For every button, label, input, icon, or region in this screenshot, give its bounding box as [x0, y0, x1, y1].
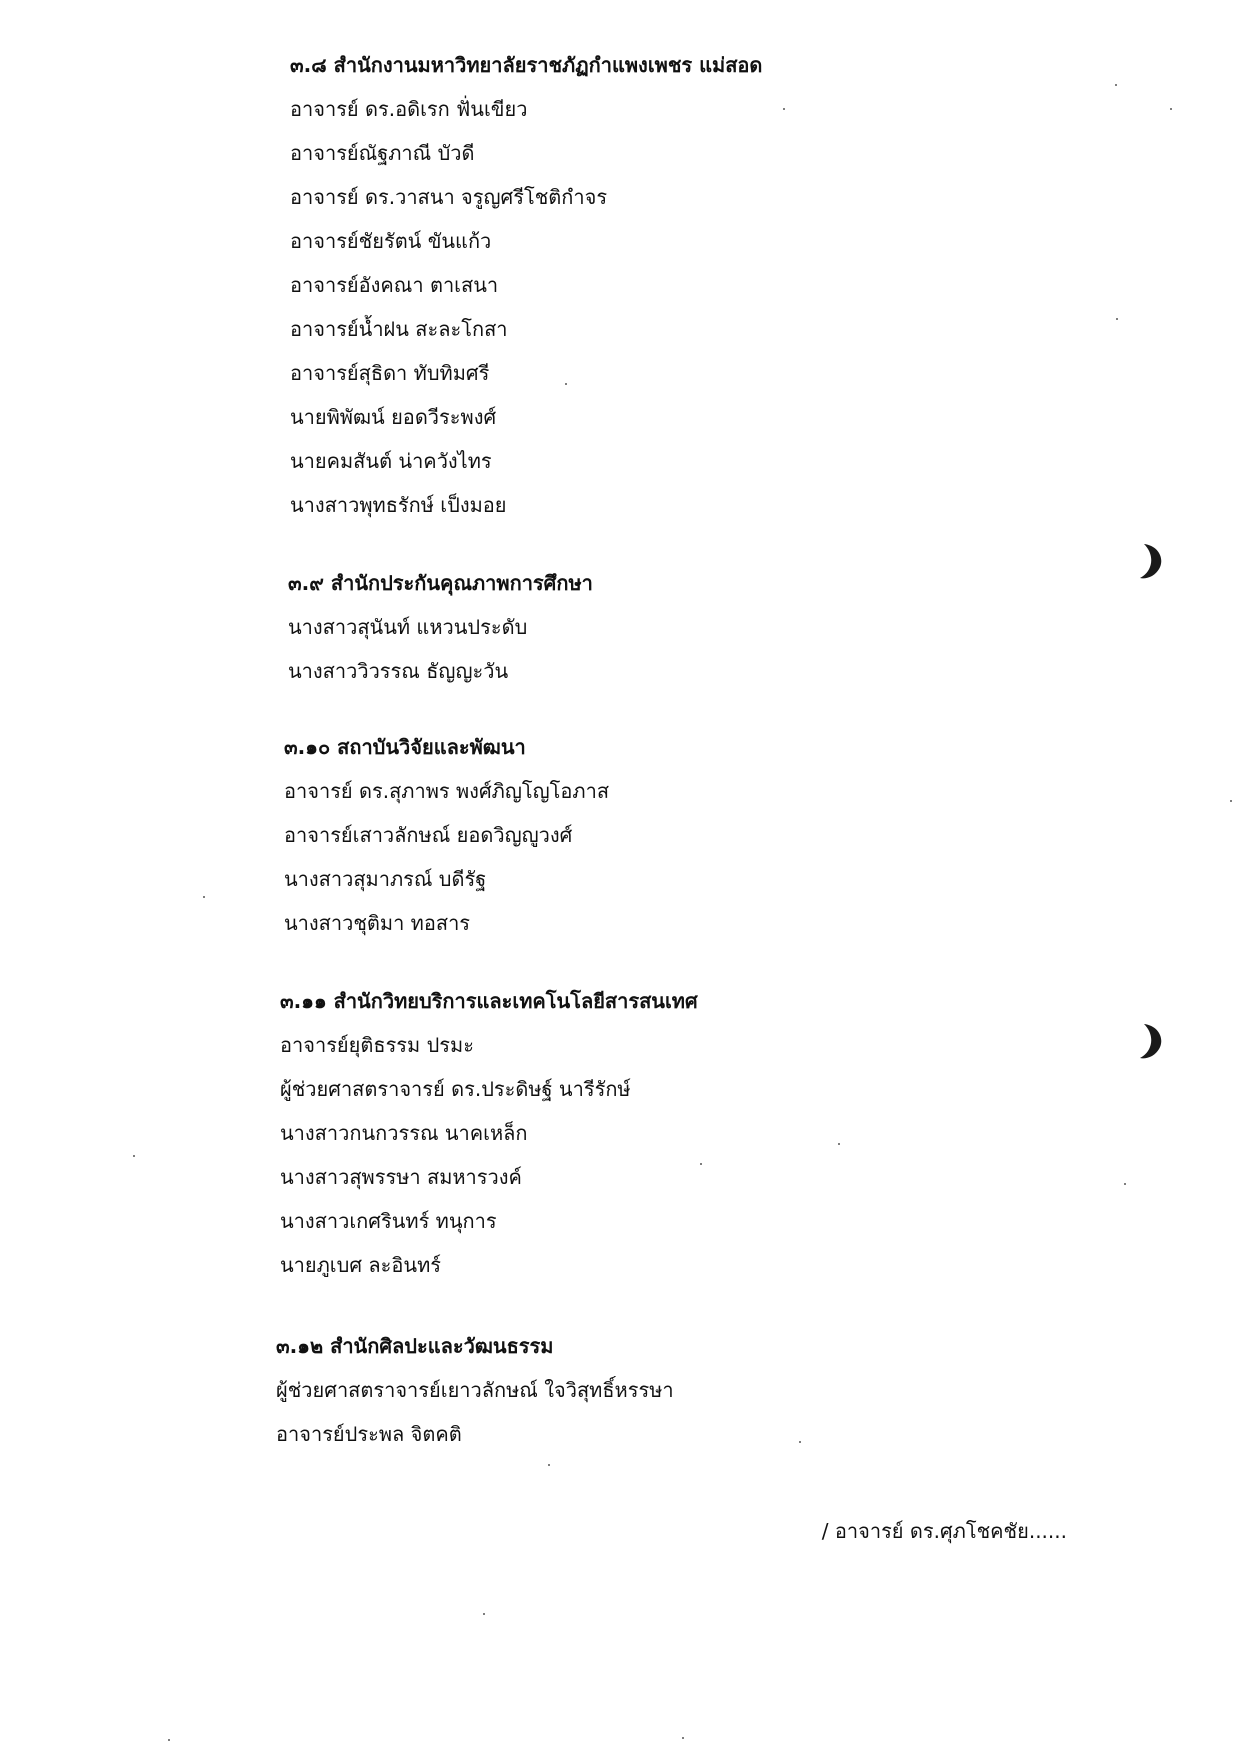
scan-speck — [548, 1464, 550, 1466]
scan-speck — [838, 1143, 840, 1145]
scan-speck — [1116, 318, 1118, 320]
scan-speck — [1170, 108, 1172, 110]
scan-speck — [1124, 1183, 1126, 1185]
member-name: นางสาววิวรรณ ธัญญะวัน — [288, 659, 509, 683]
section-3-8 — [290, 43, 762, 527]
member-name: นายคมสันต์ น่าควังไทร — [290, 449, 492, 473]
member-name: อาจารย์ ดร.วาสนา จรูญศรีโชติกำจร — [290, 185, 608, 209]
member-name: นางสาวกนกวรรณ นาคเหล็ก — [280, 1121, 528, 1145]
member-name: นางสาวพุทธรักษ์ เป็งมอย — [290, 493, 507, 517]
scan-speck — [799, 1441, 801, 1443]
section-3-12 — [276, 1324, 674, 1456]
section-heading: ๓.๘ สำนักงานมหาวิทยาลัยราชภัฏกำแพงเพชร แม่สอด — [290, 53, 763, 77]
section-heading: ๓.๑๐ สถาบันวิจัยและพัฒนา — [284, 735, 526, 759]
scan-speck — [203, 896, 205, 898]
scan-speck — [483, 1613, 485, 1615]
section-heading: ๓.๑๒ สำนักศิลปะและวัฒนธรรม — [276, 1334, 554, 1358]
crescent-moon-icon — [1138, 542, 1168, 580]
section-3-11 — [280, 979, 698, 1287]
scan-speck — [133, 1155, 135, 1157]
member-name: อาจารย์ณัฐภาณี บัวดี — [290, 141, 475, 165]
scan-speck — [565, 383, 567, 385]
member-name: นางสาวชุติมา ทอสาร — [284, 911, 471, 935]
member-name: อาจารย์อังคณา ตาเสนา — [290, 273, 499, 297]
scan-speck — [1115, 84, 1117, 86]
scan-speck — [1230, 800, 1232, 802]
scan-speck — [682, 1737, 684, 1739]
member-name: อาจารย์ ดร.สุภาพร พงศ์ภิญโญโอภาส — [284, 779, 610, 803]
member-name: นางสาวสุพรรษา สมหารวงค์ — [280, 1165, 522, 1189]
page-continuation-note: / อาจารย์ ดร.ศุภโชคชัย...... — [821, 1519, 1067, 1543]
member-name: อาจารย์ยุติธรรม ปรมะ — [280, 1033, 474, 1057]
section-heading: ๓.๑๑ สำนักวิทยบริการและเทคโนโลยีสารสนเทศ — [280, 989, 698, 1013]
scan-speck — [168, 1739, 170, 1741]
member-name: อาจารย์สุธิดา ทับทิมศรี — [290, 361, 490, 385]
scan-speck — [783, 108, 785, 110]
scan-speck — [700, 1163, 702, 1165]
member-name: อาจารย์ประพล จิตคติ — [276, 1422, 462, 1446]
member-name: นายภูเบศ ละอินทร์ — [280, 1253, 441, 1277]
section-heading: ๓.๙ สำนักประกันคุณภาพการศึกษา — [288, 571, 593, 595]
member-name: อาจารย์น้ำฝน สะละโกสา — [290, 317, 508, 341]
member-name: ผู้ช่วยศาสตราจารย์เยาวลักษณ์ ใจวิสุทธิ์หรรษา — [276, 1378, 674, 1402]
crescent-moon-icon — [1138, 1022, 1168, 1060]
member-name: นางสาวเกศรินทร์ ทนุการ — [280, 1209, 497, 1233]
member-name: นายพิพัฒน์ ยอดวีระพงศ์ — [290, 405, 497, 429]
member-name: อาจารย์เสาวลักษณ์ ยอดวิญญูวงศ์ — [284, 823, 573, 847]
member-name: นางสาวสุมาภรณ์ บดีรัฐ — [284, 867, 487, 891]
section-3-9 — [288, 561, 593, 693]
member-name: ผู้ช่วยศาสตราจารย์ ดร.ประดิษฐ์ นารีรักษ์ — [280, 1077, 631, 1101]
member-name: อาจารย์ชัยรัตน์ ขันแก้ว — [290, 229, 492, 253]
member-name: อาจารย์ ดร.อดิเรก ฟั่นเขียว — [290, 97, 528, 121]
member-name: นางสาวสุนันท์ แหวนประดับ — [288, 615, 528, 639]
section-3-10 — [284, 725, 609, 945]
